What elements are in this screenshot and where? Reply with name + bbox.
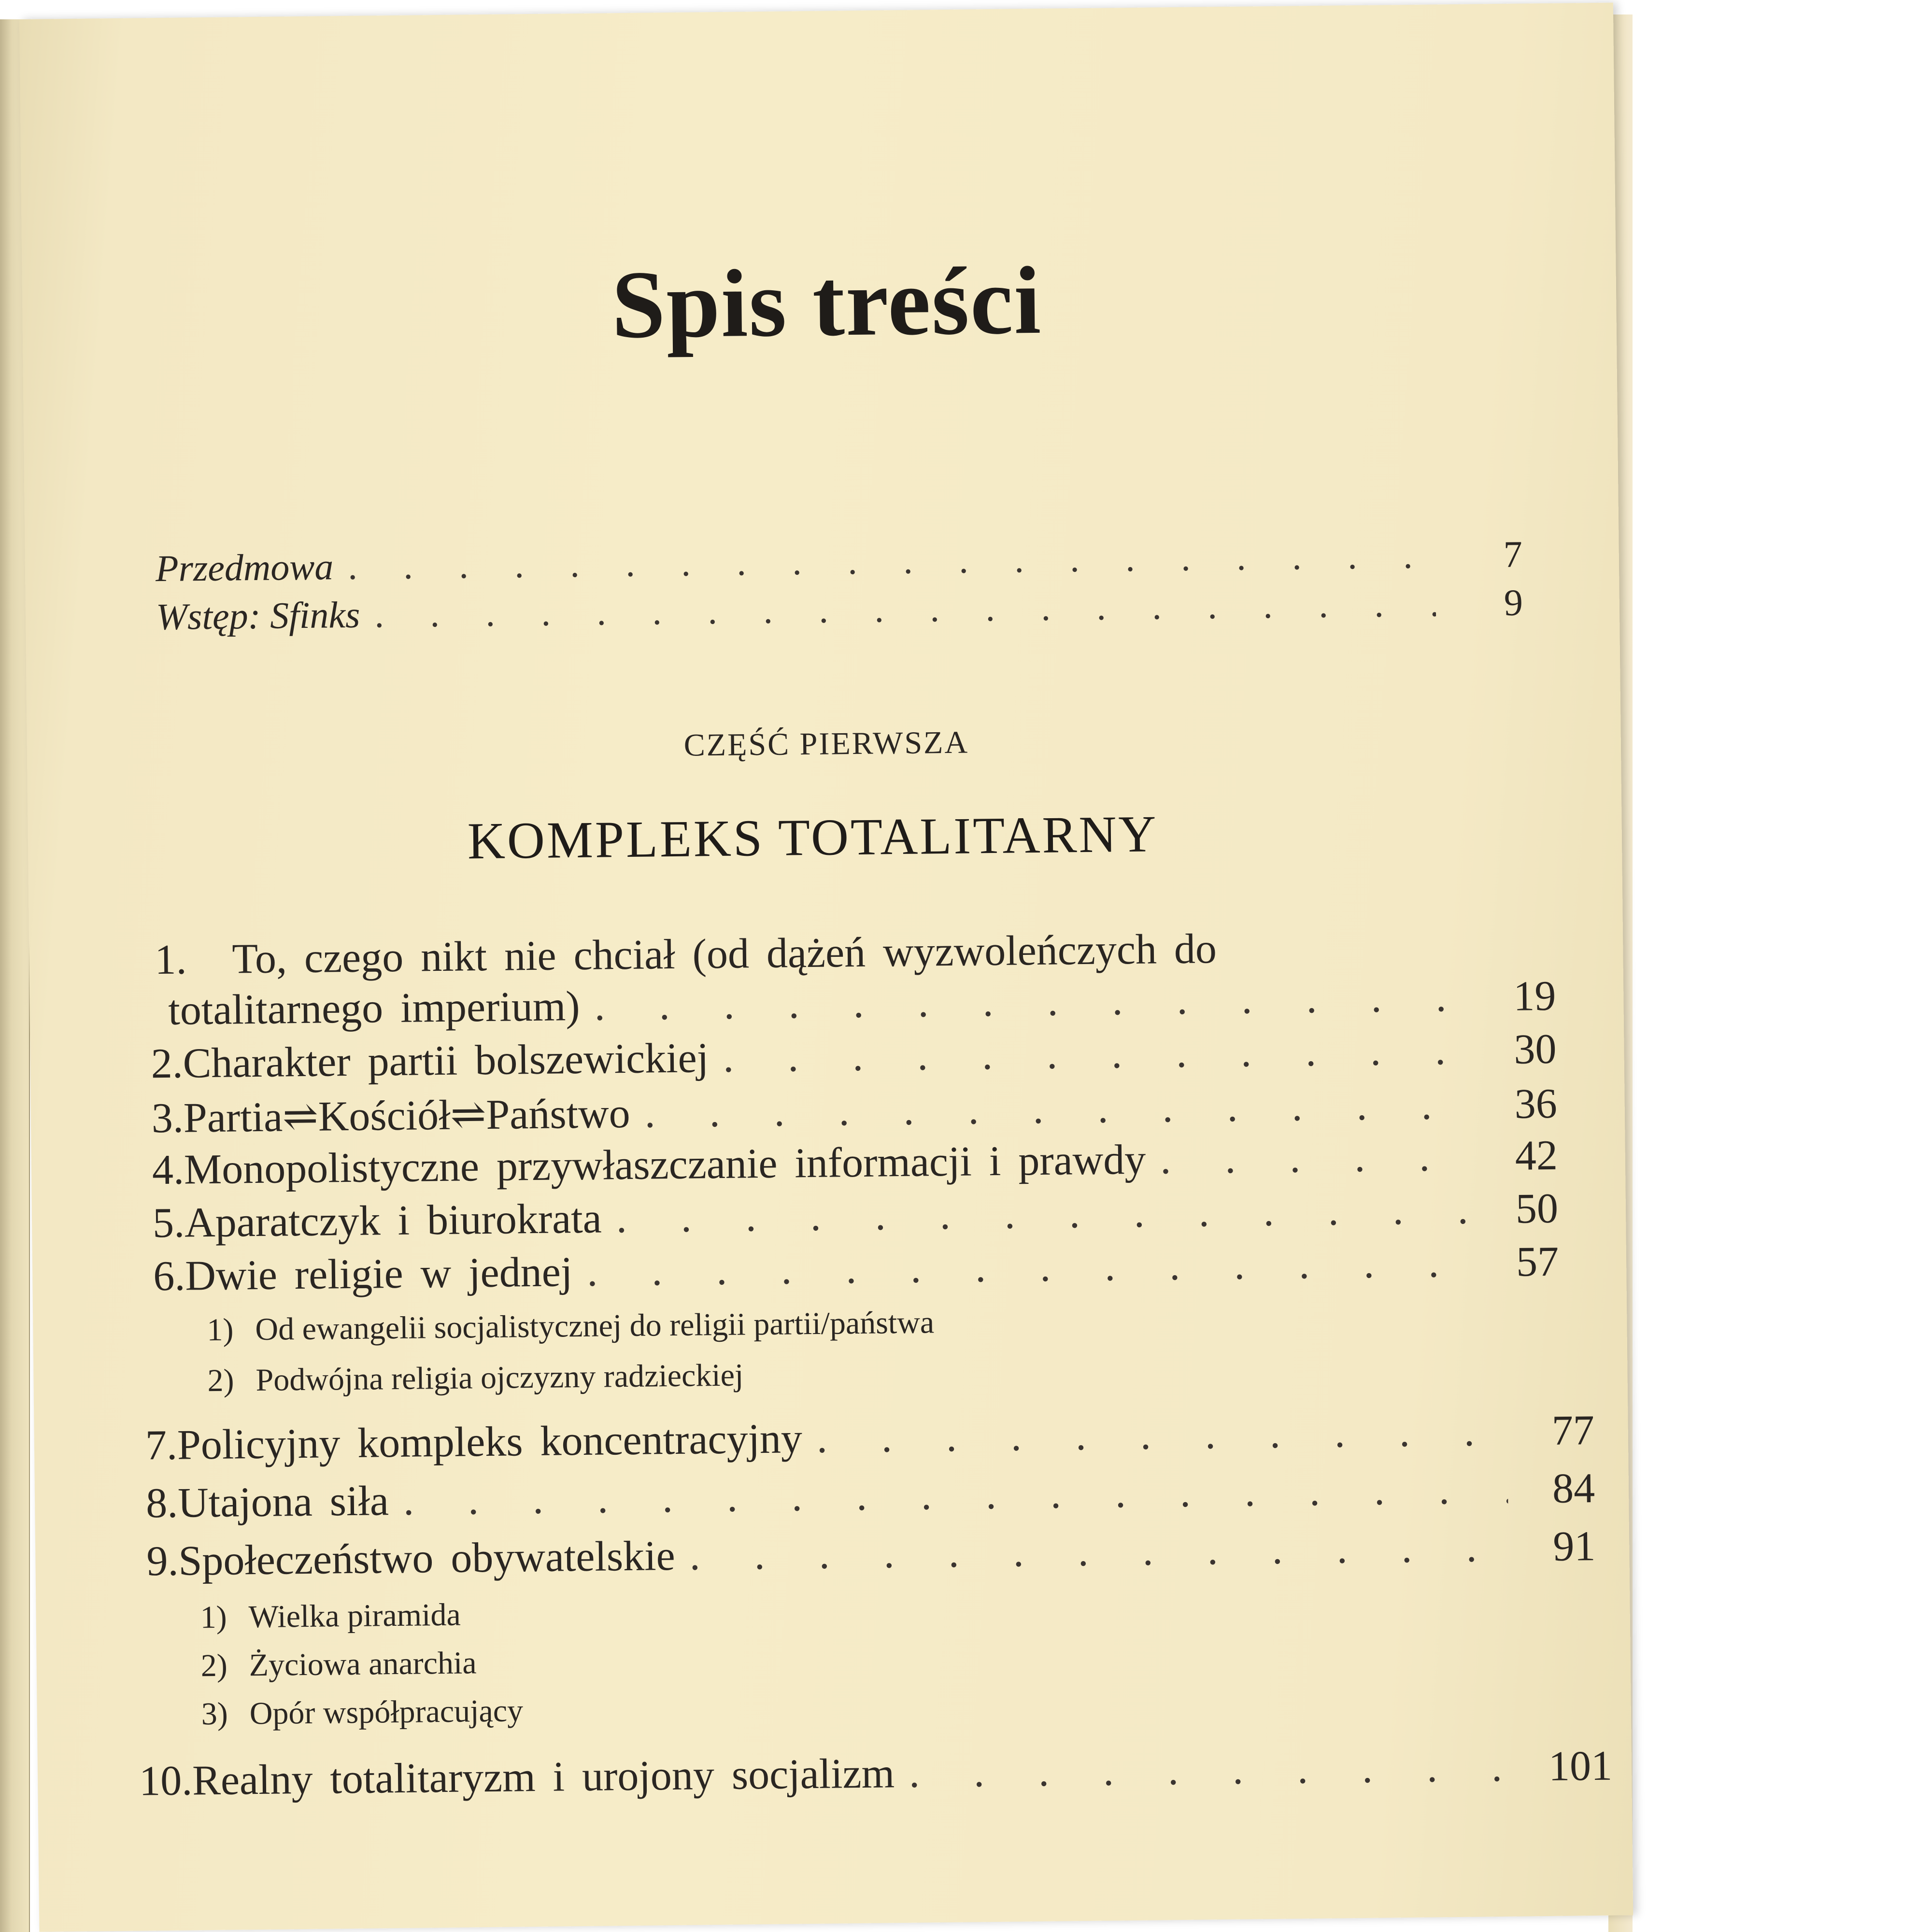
toc-entry-page: 9 [1504,581,1523,624]
subsection-number: 1) [200,1599,227,1635]
chapter-page: 30 [1514,1025,1557,1073]
dot-leader [816,1407,1507,1463]
toc-chapter-5 [153,1184,1559,1248]
chapter-number: 1. [154,936,187,984]
dot-leader [644,1080,1470,1138]
chapter-title-continued: totalitarnego imperium) [168,982,581,1034]
chapter-page: 36 [1514,1080,1558,1128]
chapter-title: Monopolistyczne przywłaszczanie informacji i prawdy [184,1136,1146,1193]
chapter-page: 101 [1548,1742,1613,1790]
chapter-number: 6. [153,1252,185,1300]
chapter-page: 50 [1515,1185,1559,1233]
toc-chapter-7 [145,1406,1594,1470]
subsection-title: Od ewangelii socjalistycznej do religii partii/państwa [255,1305,935,1348]
dot-leader [348,533,1435,588]
chapter-title: Charakter partii bolszewickiej [183,1035,709,1087]
chapter-page: 91 [1552,1523,1596,1570]
book-page [19,2,1633,1932]
toc-chapter-10 [139,1742,1613,1806]
subsection-title: Podwójna religia ojczyzny radzieckiej [256,1357,744,1398]
toc-chapter-8 [146,1464,1595,1528]
chapter-number: 2. [151,1040,184,1088]
toc-subsection-6-2 [207,1357,744,1399]
chapter-title: Utajona siła [177,1477,389,1527]
toc-subsection-9-3 [201,1692,523,1733]
dot-leader [594,973,1469,1031]
dot-leader [723,1026,1470,1082]
toc-entry-wstep [156,581,1523,639]
subsection-title: Wielka piramida [248,1597,461,1635]
part-title: KOMPLEKS TOTALITARNY [467,805,1159,870]
chapter-number: 5. [152,1199,185,1247]
dot-leader [403,1465,1508,1525]
subsection-title: Opór współpracujący [249,1693,524,1732]
dot-leader [587,1238,1472,1296]
dot-leader [1160,1132,1471,1184]
chapter-title: Realny totalitaryzm i urojony socjalizm [192,1750,895,1804]
dot-leader [374,582,1436,636]
toc-subsection-9-1 [200,1597,461,1636]
chapter-page: 19 [1513,972,1556,1020]
toc-subsection-6-1 [207,1304,934,1349]
part-label: CZĘŚĆ PIERWSZA [683,724,969,763]
subsection-number: 2) [200,1648,228,1684]
chapter-page: 42 [1515,1132,1558,1179]
toc-entry-page: 7 [1503,533,1523,575]
page-title: Spis treści [611,247,1042,359]
subsection-title: Życiowa anarchia [249,1645,477,1683]
dot-leader [909,1743,1525,1798]
chapter-title: To, czego nikt nie chciał (od dążeń wyzwoleńczych do [231,925,1217,983]
toc-subsection-9-2 [200,1645,477,1684]
chapter-title: Aparatczyk i biurokrata [184,1195,602,1247]
chapter-title: Partia⇌Kościół⇌Państwo [183,1090,631,1142]
chapter-number: 4. [152,1146,185,1194]
toc-chapter-9 [146,1522,1596,1586]
subsection-number: 1) [207,1312,234,1348]
toc-chapter-2 [151,1025,1557,1088]
chapter-number: 9. [146,1537,179,1585]
toc-entry-label: Wstęp: Sfinks [156,593,360,638]
chapter-page: 57 [1516,1238,1559,1286]
toc-chapter-6 [153,1237,1559,1301]
chapter-title: Dwie religie w jednej [185,1249,573,1300]
chapter-number: 3. [151,1094,184,1142]
subsection-number: 3) [201,1696,228,1732]
chapter-number: 8. [145,1479,178,1527]
dot-leader [616,1185,1471,1243]
chapter-title: Społeczeństwo obywatelskie [178,1532,676,1585]
chapter-number: 10. [139,1757,193,1805]
chapter-page: 84 [1552,1465,1595,1512]
chapter-title: Policyjny kompleks koncentracyjny [177,1415,803,1469]
subsection-number: 2) [207,1363,234,1399]
toc-entry-label: Przedmowa [155,545,334,590]
chapter-page: 77 [1551,1407,1595,1454]
dot-leader [689,1523,1509,1580]
chapter-number: 7. [145,1421,178,1469]
toc-entry-przedmowa [155,532,1522,590]
